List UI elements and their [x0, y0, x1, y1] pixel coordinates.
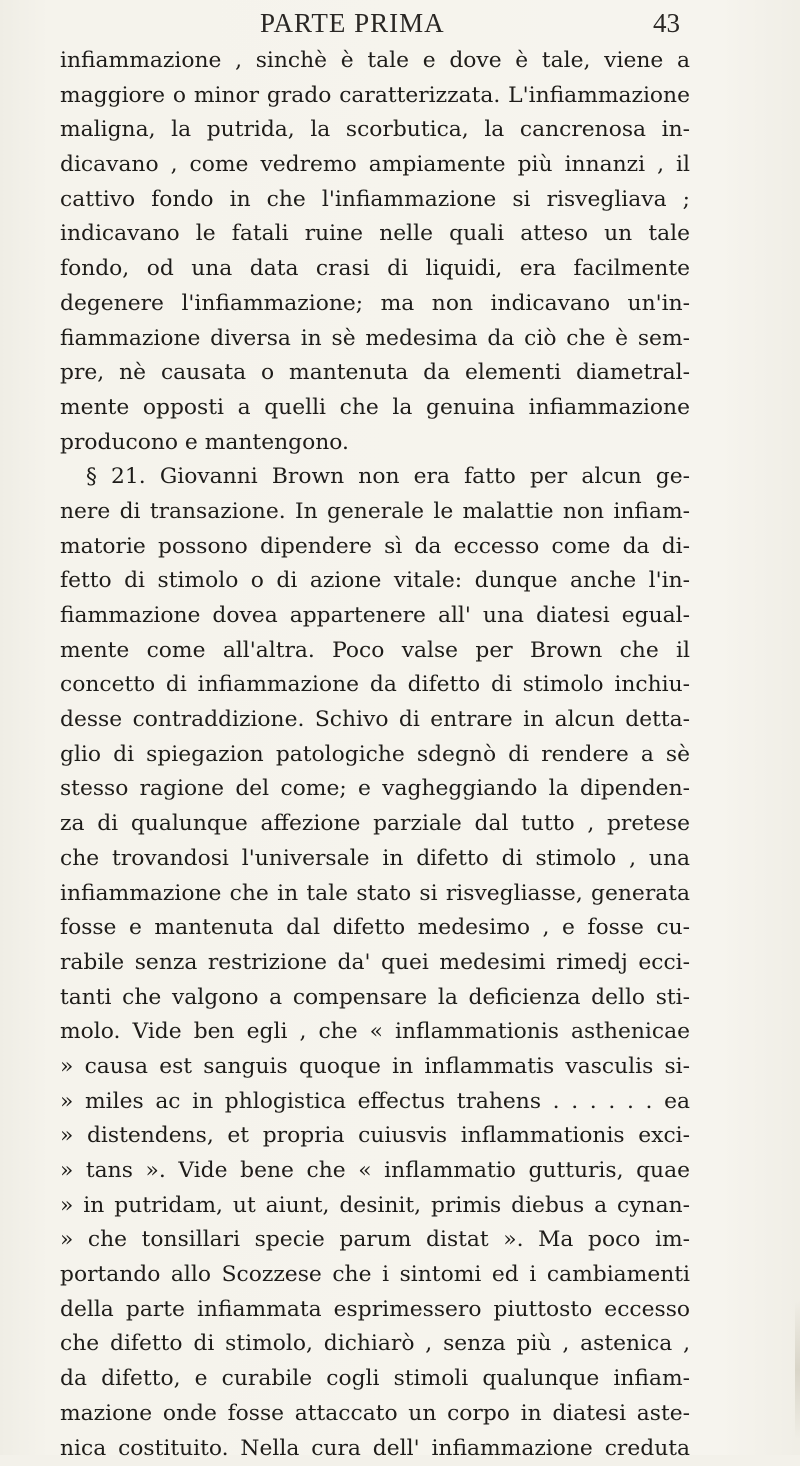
quote-line: » distendens, et propria cuiusvis inflammationis exci- [60, 1119, 690, 1154]
text-line: rabile senza restrizione da' quei medesimi rimedj ecci- [60, 946, 690, 981]
quote-line: » miles ac in phlogistica effectus trahens . . . . . . ea [60, 1085, 690, 1120]
page-edge-shadow [795, 1300, 800, 1440]
text-line: mente opposti a quelli che la genuina infiammazione [60, 391, 690, 426]
text-line: nere di transazione. In generale le malattie non infiam- [60, 495, 690, 530]
text-line: za di qualunque affezione parziale dal tutto , pretese [60, 807, 690, 842]
text-line: infiammazione che in tale stato si risvegliasse, generata [60, 877, 690, 912]
quote-line: » che tonsillari specie parum distat ». Ma poco im- [60, 1223, 690, 1258]
text-line: desse contraddizione. Schivo di entrare in alcun detta- [60, 703, 690, 738]
text-line: maggiore o minor grado caratterizzata. L'infiammazione [60, 79, 690, 114]
text-line: concetto di infiammazione da difetto di stimolo inchiu- [60, 668, 690, 703]
text-line: matorie possono dipendere sì da eccesso come da di- [60, 530, 690, 565]
section-start-line: § 21. Giovanni Brown non era fatto per alcun ge- [60, 460, 690, 495]
text-line: pre, nè causata o mantenuta da elementi diametral- [60, 356, 690, 391]
text-line: maligna, la putrida, la scorbutica, la cancrenosa in- [60, 113, 690, 148]
text-line: mazione onde fosse attaccato un corpo in diatesi aste- [60, 1397, 690, 1432]
paragraph-end-line: producono e mantengono. [60, 426, 690, 461]
text-line: degenere l'infiammazione; ma non indicavano un'in- [60, 287, 690, 322]
text-line: indicavano le fatali ruine nelle quali atteso un tale [60, 217, 690, 252]
page-header [60, 8, 680, 44]
text-line: portando allo Scozzese che i sintomi ed i cambiamenti [60, 1258, 690, 1293]
quote-line: » in putridam, ut aiunt, desinit, primis diebus a cynan- [60, 1189, 690, 1224]
text-line: stesso ragione del come; e vagheggiando la dipenden- [60, 772, 690, 807]
text-line: cattivo fondo in che l'infiammazione si risvegliava ; [60, 183, 690, 218]
text-line: fosse e mantenuta dal difetto medesimo , e fosse cu- [60, 911, 690, 946]
text-line: della parte infiammata esprimessero piuttosto eccesso [60, 1293, 690, 1328]
text-line: fiammazione diversa in sè medesima da ciò che è sem- [60, 322, 690, 357]
text-line: glio di spiegazion patologiche sdegnò di rendere a sè [60, 738, 690, 773]
page-number: 43 [653, 8, 680, 39]
text-line: da difetto, e curabile cogli stimoli qualunque infiam- [60, 1362, 690, 1397]
text-line: nica costituito. Nella cura dell' infiammazione creduta [60, 1432, 690, 1466]
text-line: fetto di stimolo o di azione vitale: dunque anche l'in- [60, 564, 690, 599]
body-text [60, 44, 690, 1466]
text-line: molo. Vide ben egli , che « inflammationis asthenicae [60, 1015, 690, 1050]
text-line: infiammazione , sinchè è tale e dove è tale, viene a [60, 44, 690, 79]
text-line: dicavano , come vedremo ampiamente più innanzi , il [60, 148, 690, 183]
text-line: fondo, od una data crasi di liquidi, era facilmente [60, 252, 690, 287]
running-title: PARTE PRIMA [260, 8, 445, 39]
text-line: fiammazione dovea appartenere all' una diatesi egual- [60, 599, 690, 634]
text-line: tanti che valgono a compensare la deficienza dello sti- [60, 981, 690, 1016]
quote-line: » causa est sanguis quoque in inflammatis vasculis si- [60, 1050, 690, 1085]
text-line: mente come all'altra. Poco valse per Brown che il [60, 634, 690, 669]
text-line: che difetto di stimolo, dichiarò , senza più , astenica , [60, 1327, 690, 1362]
quote-line: » tans ». Vide bene che « inflammatio gutturis, quae [60, 1154, 690, 1189]
text-line: che trovandosi l'universale in difetto di stimolo , una [60, 842, 690, 877]
